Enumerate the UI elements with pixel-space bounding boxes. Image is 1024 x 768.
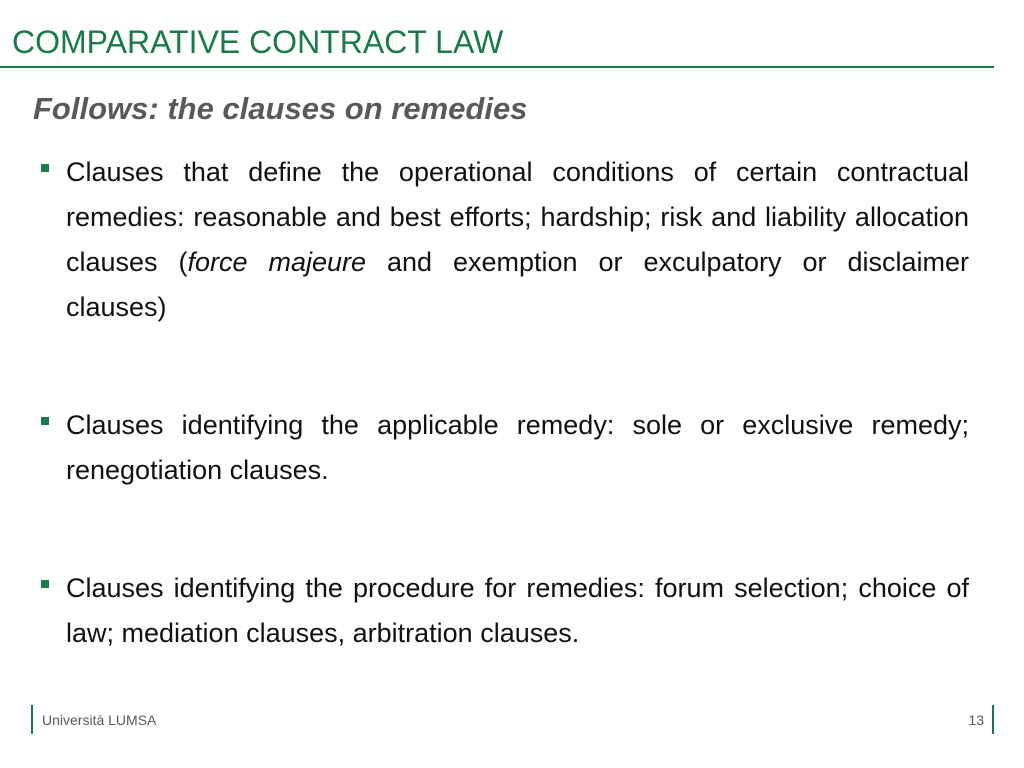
bullet-text	[66, 150, 969, 330]
bullet-text-part: and exemption or exculpatory or disclaimer clauses)	[66, 247, 969, 322]
bullet-item	[41, 566, 969, 656]
bullet-text-part: Clauses that define the operational conditions of certain contractual remedies: reasonable and best efforts; hardship; risk and liability allocation clauses (	[66, 157, 969, 277]
bullet-text: Clauses identifying the procedure for remedies: forum selection; choice of law; mediation clauses, arbitration clauses.	[66, 573, 969, 648]
bullet-item	[41, 150, 969, 330]
slide-title: COMPARATIVE CONTRACT LAW	[12, 24, 504, 60]
bullet-emphasis: force majeure	[187, 247, 367, 277]
footer-organization: Università LUMSA	[42, 712, 157, 728]
title-divider	[0, 66, 994, 68]
footer-divider-right	[992, 705, 994, 734]
slide-subtitle: Follows: the clauses on remedies	[33, 91, 528, 126]
square-bullet-icon	[41, 417, 49, 425]
square-bullet-icon	[41, 580, 49, 588]
bullet-text: Clauses identifying the applicable remedy: sole or exclusive remedy; renegotiation clauses.	[66, 410, 969, 485]
square-bullet-icon	[41, 164, 49, 172]
page-number: 13	[968, 712, 984, 728]
bullet-item	[41, 403, 969, 493]
footer-divider-left	[31, 705, 33, 734]
